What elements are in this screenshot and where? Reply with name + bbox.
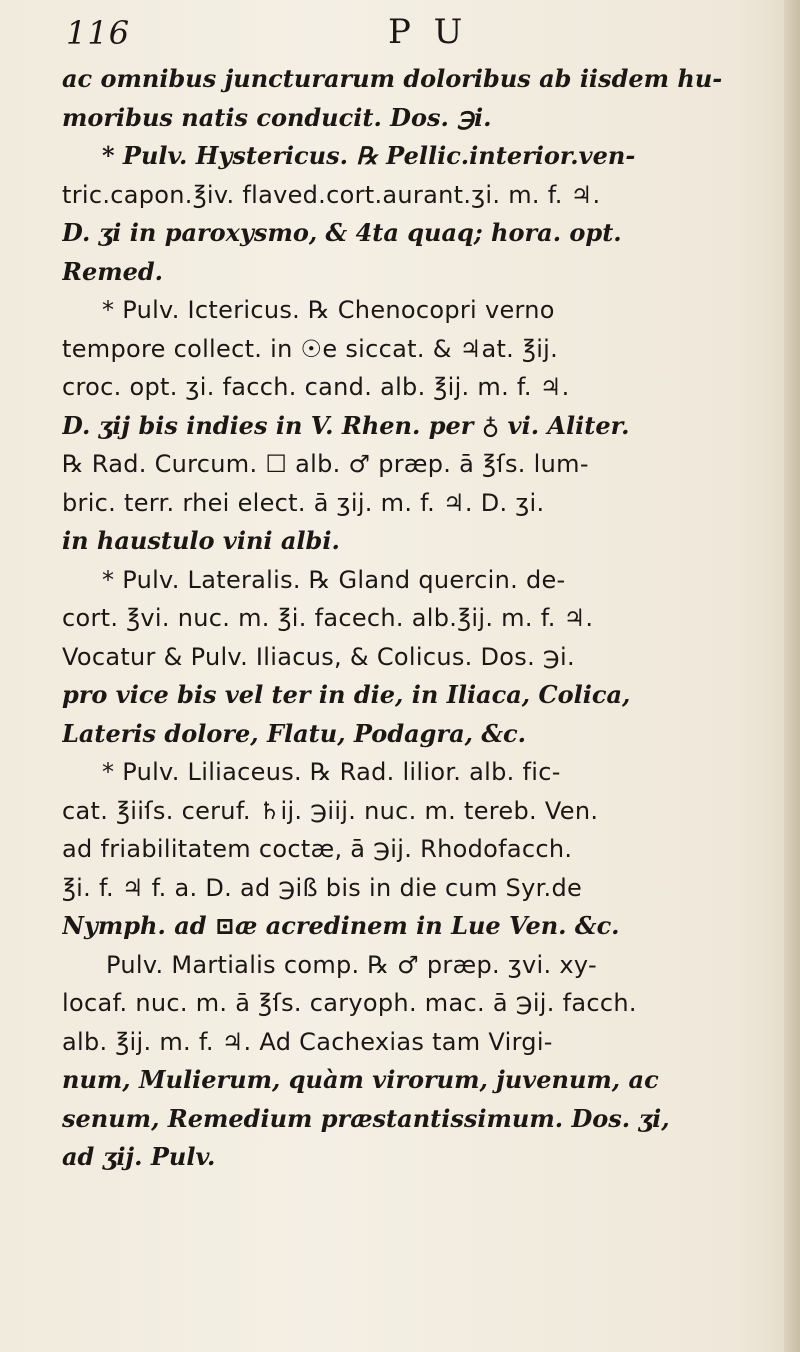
text-line: * Pulv. Ictericus. ℞ Chenocopri verno xyxy=(102,296,555,324)
text-line: Pulv. Martialis comp. ℞ ♂ præp. ʒvi. xy- xyxy=(106,950,597,979)
text-line: * Pulv. Liliaceus. ℞ Rad. lilior. alb. fic- xyxy=(102,758,561,786)
text-line: ac omnibus juncturarum doloribus ab iisdem hu- xyxy=(62,64,723,93)
text-line: croc. opt. ʒi. facch. cand. alb. ℥ij. m. f. ♃. xyxy=(62,373,570,401)
text-line: Vocatur & Pulv. Iliacus, & Colicus. Dos. ℈i. xyxy=(62,642,575,671)
text-line: moribus natis conducit. Dos. ℈i. xyxy=(62,102,492,132)
text-line: ℞ Rad. Curcum. ☐ alb. ♂ præp. ā ℥ſs. lum- xyxy=(62,450,589,478)
text-line: Lateris dolore, Flatu, Podagra, &c. xyxy=(62,718,526,748)
text-line: num, Mulierum, quàm virorum, juvenum, ac xyxy=(62,1065,659,1094)
text-line: cat. ℥iiſs. ceruf. ♄ij. ℈iij. nuc. m. tereb. Ven. xyxy=(62,796,599,825)
text-line: tric.capon.℥iv. flaved.cort.aurant.ʒi. m. f. ♃. xyxy=(62,180,601,209)
text-line: bric. terr. rhei elect. ā ʒij. m. f. ♃. D. ʒi. xyxy=(62,488,545,517)
text-line: D. ʒij bis indies in V. Rhen. per ♁ vi. Aliter. xyxy=(62,410,630,440)
text-line: alb. ℥ij. m. f. ♃. Ad Cachexias tam Virgi- xyxy=(62,1027,553,1056)
page-number: 116 xyxy=(66,14,131,52)
running-head: P U xyxy=(388,12,469,52)
text-line: * Pulv. Lateralis. ℞ Gland quercin. de- xyxy=(102,565,566,594)
page-header xyxy=(0,0,800,60)
text-line: ad ʒij. Pulv. xyxy=(62,1142,216,1171)
body-text xyxy=(62,60,788,1177)
text-line: ℥i. f. ♃ f. a. D. ad ℈iß bis in die cum Syr.de xyxy=(62,873,583,902)
text-line: pro vice bis vel ter in die, in Iliaca, Colica, xyxy=(62,680,631,709)
text-line: * Pulv. Hystericus. ℞ Pellic.interior.ven- xyxy=(102,141,636,170)
text-line: tempore collect. in ☉e siccat. & ♃at. ℥ij. xyxy=(62,334,559,363)
text-line: D. ʒi in paroxysmo, & 4ta quaq; hora. opt. xyxy=(62,218,622,247)
text-line: Nymph. ad ⊡æ acredinem in Lue Ven. &c. xyxy=(62,911,620,940)
text-line: cort. ℥vi. nuc. m. ℥i. facech. alb.℥ij. m. f. ♃. xyxy=(62,604,594,632)
text-line: locaf. nuc. m. ā ℥ſs. caryoph. mac. ā ℈ij. facch. xyxy=(62,989,637,1017)
text-line: in haustulo vini albi. xyxy=(62,526,340,555)
text-line: Remed. xyxy=(62,256,164,286)
text-line: senum, Remedium præstantissimum. Dos. ʒi, xyxy=(62,1103,670,1133)
text-line: ad friabilitatem coctæ, ā ℈ij. Rhodofacch. xyxy=(62,835,573,863)
